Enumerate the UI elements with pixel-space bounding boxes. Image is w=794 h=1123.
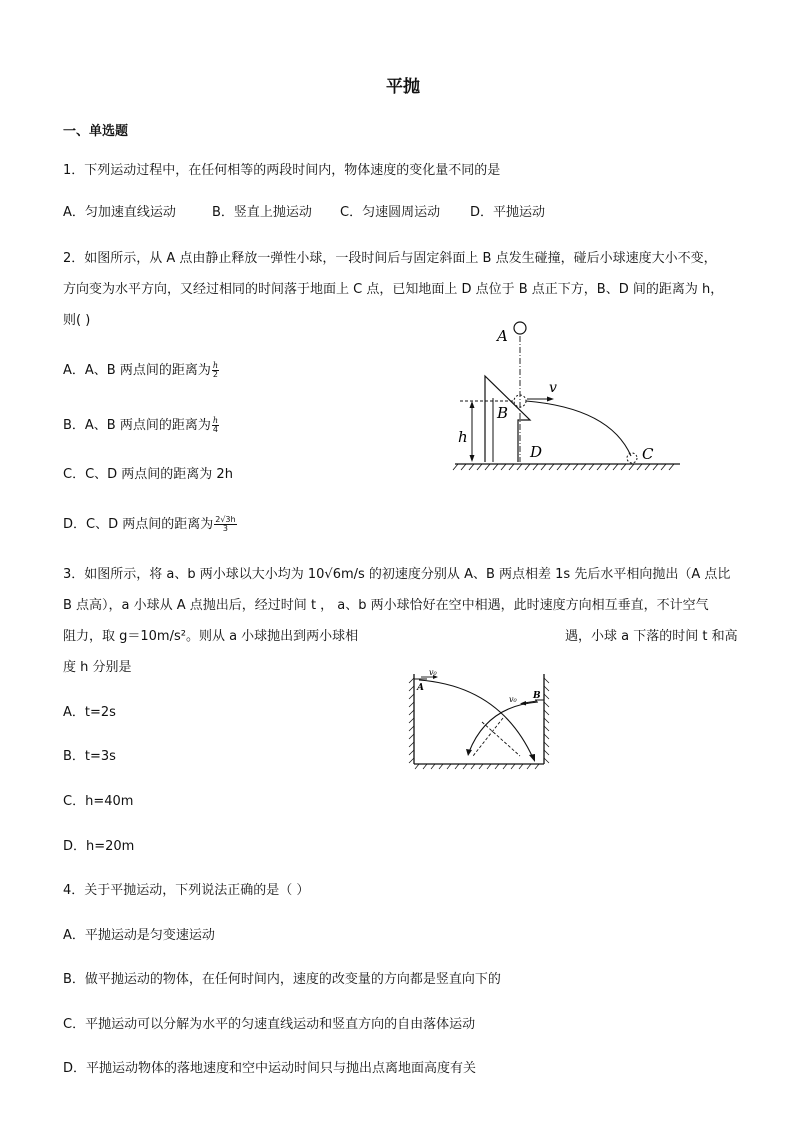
q2-line2: 方向变为水平方向，又经过相同的时间落于地面上 C 点，已知地面上 D 点位于 B 点正下方，B、D 间的距离为 h， bbox=[63, 282, 724, 297]
q2-line1: 2．如图所示，从 A 点由静止释放一弹性小球，一段时间后与固定斜面上 B 点发生碰撞，碰后小球速度大小不变， bbox=[63, 251, 717, 266]
q3-line1: 3．如图所示，将 a、b 两小球以大小均为 10√6m/s 的初速度分别从 A、B 两点相差 1s 先后水平相向抛出（A 点比 bbox=[63, 567, 731, 582]
floor-hatching bbox=[415, 764, 539, 769]
q3-option-d: D．h=20m bbox=[63, 839, 135, 854]
q3-line4: 度 h 分别是 bbox=[63, 660, 132, 675]
q3-figure bbox=[405, 670, 555, 772]
q3-option-b: B．t=3s bbox=[63, 749, 116, 764]
q3-line3b: 遇，小球 a 下落的时间 t 和高 bbox=[565, 629, 738, 644]
ball-a-icon bbox=[514, 322, 526, 334]
label-h: h bbox=[458, 428, 468, 446]
label-v: v bbox=[549, 380, 557, 396]
label-c: C bbox=[642, 445, 654, 463]
q1-option-d: D．平抛运动 bbox=[470, 205, 546, 220]
q4-option-c: C．平抛运动可以分解为水平的匀速直线运动和竖直方向的自由落体运动 bbox=[63, 1017, 476, 1032]
label-d: D bbox=[530, 443, 543, 461]
velocity-arrow-icon bbox=[547, 397, 554, 402]
trajectory-a-arrow-icon bbox=[529, 754, 535, 762]
q2-option-b bbox=[63, 417, 219, 435]
ball-c-icon bbox=[627, 453, 637, 463]
q2-line3: 则( ) bbox=[63, 313, 91, 328]
right-wall-hatching bbox=[544, 678, 549, 763]
label-v0b: v₀ bbox=[509, 695, 517, 704]
q4-stem: 4．关于平抛运动，下列说法正确的是（ ） bbox=[63, 883, 310, 898]
ground-hatching bbox=[453, 464, 674, 470]
q2-option-c: C．C、D 两点间的距离为 2h bbox=[63, 467, 233, 482]
section-heading: 一、单选题 bbox=[63, 124, 129, 139]
h-arrow-up-icon bbox=[470, 401, 475, 408]
page-title: 平抛 bbox=[386, 77, 420, 97]
q2-option-a-fraction: $\frac{h}{2}$ bbox=[212, 361, 218, 379]
q2-option-a-text: A．A、B 两点间的距离为 bbox=[63, 363, 211, 378]
q3-line3a: 阻力，取 g＝10m/s²。则从 a 小球抛出到两小球相 bbox=[63, 629, 359, 644]
q3-line2: B 点高），a 小球从 A 点抛出后，经过时间 t ， a、b 两小球恰好在空中相遇，此时速度方向相互垂直，不计空气 bbox=[63, 598, 709, 613]
q1-option-b: B．竖直上抛运动 bbox=[212, 205, 312, 220]
label-v0a: v₀ bbox=[429, 668, 437, 677]
q2-option-d-fraction: $\frac{2√3h}{3}$ bbox=[215, 515, 236, 533]
label-b: B bbox=[533, 691, 541, 701]
h-arrow-down-icon bbox=[470, 455, 475, 462]
q2-figure bbox=[450, 318, 690, 478]
q2-option-b-fraction: $\frac{h}{4}$ bbox=[212, 416, 219, 434]
trajectory-b bbox=[469, 702, 538, 752]
q2-option-a bbox=[63, 362, 219, 380]
q4-option-a: A．平抛运动是匀变速运动 bbox=[63, 928, 215, 943]
trajectory-b-arrow-icon bbox=[466, 749, 472, 756]
q1-option-a: A．匀加速直线运动 bbox=[63, 205, 176, 220]
q1-option-c: C．匀速圆周运动 bbox=[340, 205, 441, 220]
q3-option-a: A．t=2s bbox=[63, 705, 116, 720]
q2-option-d-text: D．C、D 两点间的距离为 bbox=[63, 517, 214, 532]
q2-option-b-text: B．A、B 两点间的距离为 bbox=[63, 418, 211, 433]
left-wall-hatching bbox=[409, 678, 414, 763]
q2-option-d bbox=[63, 516, 237, 534]
label-a: A bbox=[417, 683, 424, 693]
q1-stem: 1．下列运动过程中，在任何相等的两段时间内，物体速度的变化量不同的是 bbox=[63, 163, 501, 178]
label-a: A bbox=[497, 327, 508, 345]
q3-option-c: C．h=40m bbox=[63, 794, 134, 809]
label-b: B bbox=[497, 404, 509, 422]
q4-option-b: B．做平抛运动的物体，在任何时间内，速度的改变量的方向都是竖直向下的 bbox=[63, 972, 501, 987]
trajectory-a bbox=[419, 680, 533, 758]
q4-option-d: D．平抛运动物体的落地速度和空中运动时间只与抛出点离地面高度有关 bbox=[63, 1061, 477, 1076]
